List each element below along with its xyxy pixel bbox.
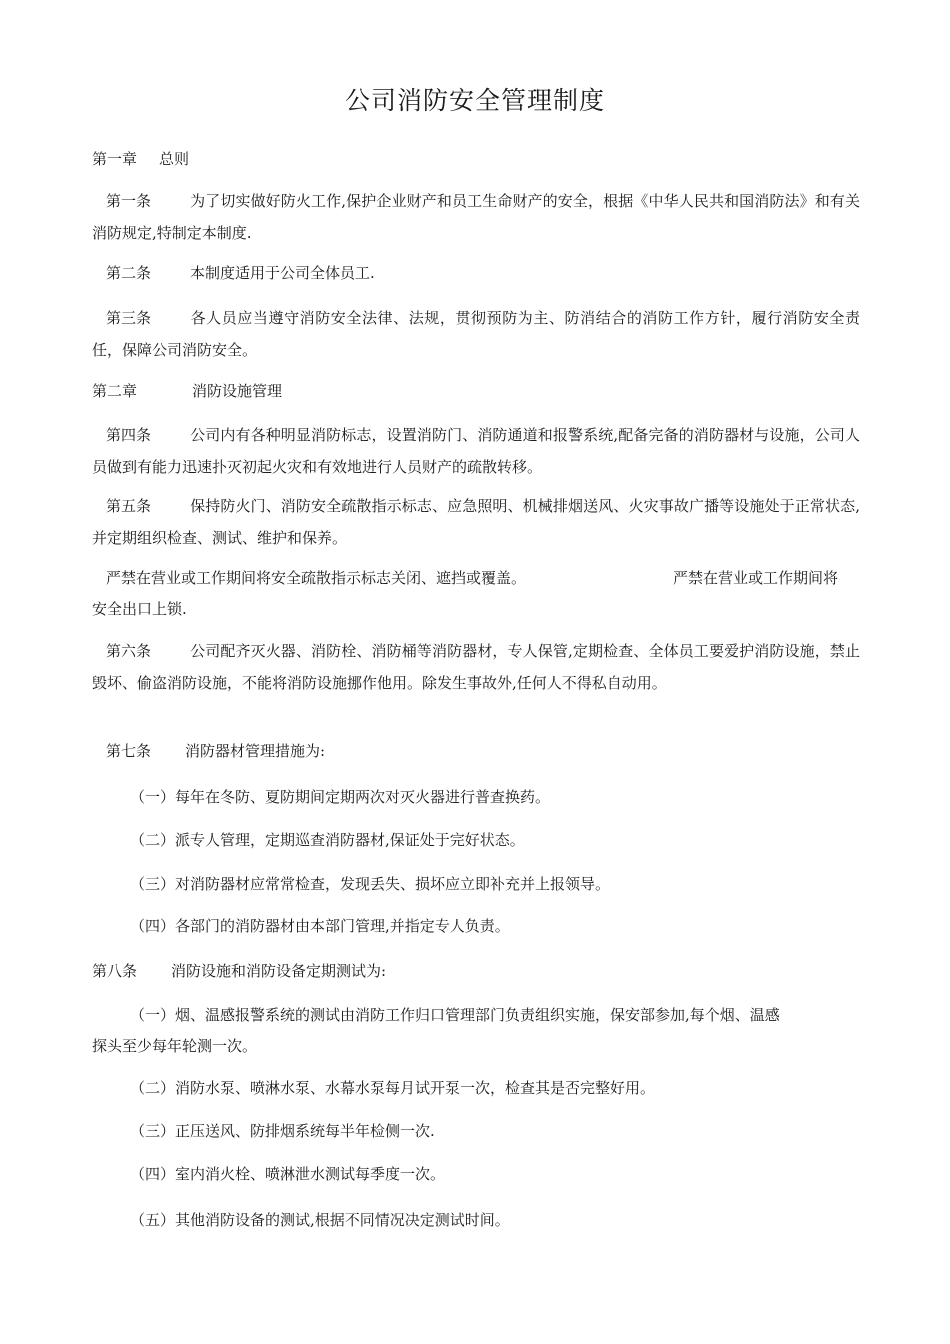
article-8-text: 消防设施和消防设备定期测试为: xyxy=(171,962,387,980)
article-1 xyxy=(92,185,860,249)
chapter-1-label: 第一章 xyxy=(92,150,138,168)
article-6-text: 公司配齐灭火器、消防栓、消防桶等消防器材，专人保管,定期检查、全体员工要爱护消防设施，禁止毁坏、偷盗消防设施，不能将消防设施挪作他用。除发生事故外,任何人不得私自动用。 xyxy=(92,642,860,692)
article-7-item-2: （二）派专人管理，定期巡查消防器材,保证处于完好状态。 xyxy=(130,831,525,849)
article-2-label: 第二条 xyxy=(106,264,152,282)
article-3-label: 第三条 xyxy=(106,309,152,327)
article-6-label: 第六条 xyxy=(106,642,152,660)
article-7-item-1: （一）每年在冬防、夏防期间定期两次对灭火器进行普查换药。 xyxy=(130,788,551,806)
article-5-text: 保持防火门、消防安全疏散指示标志、应急照明、机械排烟送风、火灾事故广播等设施处于正常状态,并定期组织检查、测试、维护和保养。 xyxy=(92,497,860,547)
chapter-2-heading xyxy=(92,380,282,402)
article-8-heading xyxy=(92,960,386,982)
article-5-label: 第五条 xyxy=(106,497,152,515)
article-6 xyxy=(92,635,860,699)
article-8-label: 第八条 xyxy=(92,962,138,980)
article-1-text: 为了切实做好防火工作,保护企业财产和员工生命财产的安全，根据《中华人民共和国消防法》和有关消防规定,特制定本制度. xyxy=(92,192,860,242)
article-8-item-3: （三）正压送风、防排烟系统每半年检侧一次. xyxy=(130,1122,435,1140)
prohibit-text-1: 严禁在营业或工作期间将安全疏散指示标志关闭、遮挡或覆盖。 xyxy=(106,569,527,587)
chapter-2-name: 消防设施管理 xyxy=(192,382,283,400)
prohibit-text-3: 安全出口上锁. xyxy=(92,600,187,618)
article-8-item-4: （四）室内消火栓、喷淋泄水测试每季度一次。 xyxy=(130,1165,446,1183)
article-7-heading xyxy=(106,740,325,762)
article-7-item-4: （四）各部门的消防器材由本部门管理,并指定专人负责。 xyxy=(130,917,510,935)
chapter-1-heading xyxy=(92,148,189,170)
article-8-item-1-line-2: 探头至少每年轮测一次。 xyxy=(92,1037,258,1055)
article-8-item-5: （五）其他消防设备的测试,根据不同情况决定测试时间。 xyxy=(130,1211,510,1229)
article-4-text: 公司内有各种明显消防标志，设置消防门、消防通道和报警系统,配备完备的消防器材与设施，公司人员做到有能力迅速扑灭初起火灾和有效地进行人员财产的疏散转移。 xyxy=(92,426,860,476)
article-3 xyxy=(92,302,860,366)
article-4-label: 第四条 xyxy=(106,426,152,444)
article-8-item-1-line-1: （一）烟、温感报警系统的测试由消防工作归口管理部门负责组织实施，保安部参加,每个烟、温感 xyxy=(130,1006,780,1024)
article-7-item-3: （三）对消防器材应常常检查，发现丢失、损坏应立即补充并上报领导。 xyxy=(130,875,611,893)
article-8-item-2: （二）消防水泵、喷淋水泵、水幕水泵每月试开泵一次，检查其是否完整好用。 xyxy=(130,1079,656,1097)
chapter-2-label: 第二章 xyxy=(92,382,138,400)
article-7-text: 消防器材管理措施为: xyxy=(185,742,326,760)
document-title: 公司消防安全管理制度 xyxy=(344,86,605,115)
article-1-label: 第一条 xyxy=(106,192,152,210)
chapter-1-name: 总则 xyxy=(159,150,190,168)
article-3-text: 各人员应当遵守消防安全法律、法规，贯彻预防为主、防消结合的消防工作方针，履行消防安全责任，保障公司消防安全。 xyxy=(92,309,860,359)
article-5 xyxy=(92,490,860,554)
article-2 xyxy=(92,257,860,289)
article-4 xyxy=(92,419,860,483)
article-2-text: 本制度适用于公司全体员工. xyxy=(190,264,375,282)
prohibit-text-2: 严禁在营业或工作期间将 xyxy=(673,569,839,587)
article-7-label: 第七条 xyxy=(106,742,152,760)
